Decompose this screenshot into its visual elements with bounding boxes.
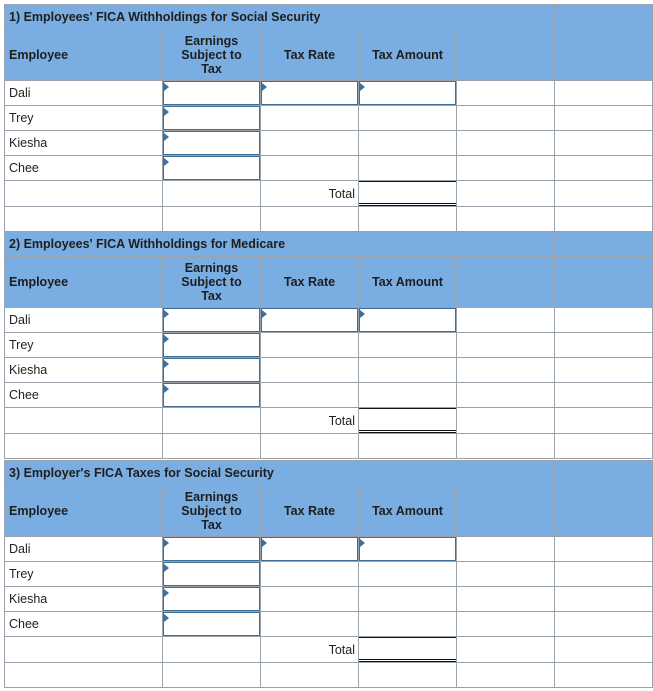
section-3-total-label: Total xyxy=(260,636,359,663)
section-3-total-blank-4 xyxy=(456,636,555,663)
section-3-row-1-blank-cell-1 xyxy=(456,536,555,562)
section-1-title-extra-cell xyxy=(554,4,653,30)
section-3-total-blank-5 xyxy=(554,636,653,663)
section-1-spacer-cell-4 xyxy=(456,206,555,232)
section-2-row-3-earnings-input[interactable] xyxy=(163,358,260,382)
section-2-header-tax-rate: Tax Rate xyxy=(260,256,359,308)
section-1-row-4-earnings-input[interactable] xyxy=(163,156,260,180)
section-1-row-2-earnings-marker xyxy=(164,108,169,116)
section-3-total-amount-box[interactable] xyxy=(359,637,456,662)
section-3-row-1-tax-amount-marker xyxy=(360,539,365,547)
section-1-row-2-blank-cell-1 xyxy=(456,105,555,131)
section-3-row-1-tax-rate-marker xyxy=(262,539,267,547)
section-1-row-3-tax-amount-cell xyxy=(358,130,457,156)
section-3-row-4-earnings-input[interactable] xyxy=(163,612,260,636)
fica-worksheet-grid xyxy=(4,4,652,690)
section-3-row-4-blank-cell-1 xyxy=(456,611,555,637)
section-2-row-3-tax-amount-cell xyxy=(358,357,457,383)
section-3-row-2-blank-cell-1 xyxy=(456,561,555,587)
section-3-spacer-cell-4 xyxy=(456,662,555,688)
section-2-title-extra-cell xyxy=(554,231,653,257)
section-3-row-2-blank-cell-2 xyxy=(554,561,653,587)
section-2-row-3-earnings-marker xyxy=(164,360,169,368)
section-3-row-2-tax-amount-cell xyxy=(358,561,457,587)
section-3-row-4-tax-amount-cell xyxy=(358,611,457,637)
section-3-row-3-blank-cell-2 xyxy=(554,586,653,612)
section-3-row-1-tax-amount-input[interactable] xyxy=(359,537,456,561)
section-3-row-1-employee-name: Dali xyxy=(4,536,163,562)
section-2-row-2-tax-rate-cell xyxy=(260,332,359,358)
section-1-header-blank-1 xyxy=(456,29,555,81)
section-3-spacer-cell-5 xyxy=(554,662,653,688)
section-1-header-blank-2 xyxy=(554,29,653,81)
section-1-header-tax-amount: Tax Amount xyxy=(358,29,457,81)
section-2-row-4-earnings-marker xyxy=(164,385,169,393)
section-3-row-2-earnings-marker xyxy=(164,564,169,572)
section-2-row-2-employee-name: Trey xyxy=(4,332,163,358)
section-1-total-blank-4 xyxy=(456,180,555,207)
section-2-row-4-tax-amount-cell xyxy=(358,382,457,408)
section-2-row-4-earnings-input[interactable] xyxy=(163,383,260,407)
section-1-row-4-tax-amount-cell xyxy=(358,155,457,181)
section-3-row-3-tax-amount-cell xyxy=(358,586,457,612)
section-3-row-1-tax-rate-input[interactable] xyxy=(261,537,358,561)
section-1-row-1-blank-cell-1 xyxy=(456,80,555,106)
section-1-total-blank-5 xyxy=(554,180,653,207)
section-3-row-2-employee-name: Trey xyxy=(4,561,163,587)
section-2-total-blank-4 xyxy=(456,407,555,434)
section-2-row-3-employee-name: Kiesha xyxy=(4,357,163,383)
section-1-total-label: Total xyxy=(260,180,359,207)
section-3-row-1-earnings-input[interactable] xyxy=(163,537,260,561)
section-2-header-earnings: Earnings Subject to Tax xyxy=(162,256,261,308)
section-2-row-2-earnings-input[interactable] xyxy=(163,333,260,357)
section-3-row-3-tax-rate-cell xyxy=(260,586,359,612)
section-1-spacer-cell-2 xyxy=(260,206,359,232)
section-3-spacer-cell-0 xyxy=(4,662,163,688)
section-1-row-1-tax-amount-marker xyxy=(360,83,365,91)
section-2-row-1-tax-amount-input[interactable] xyxy=(359,308,456,332)
section-1-row-1-tax-rate-marker xyxy=(262,83,267,91)
section-1-total-blank-0 xyxy=(4,180,163,207)
section-2-header-employee: Employee xyxy=(4,256,163,308)
section-1-row-1-earnings-input[interactable] xyxy=(163,81,260,105)
section-2-row-1-tax-rate-input[interactable] xyxy=(261,308,358,332)
section-2-spacer-cell-4 xyxy=(456,433,555,459)
section-1-row-1-tax-rate-input[interactable] xyxy=(261,81,358,105)
section-3-header-earnings: Earnings Subject to Tax xyxy=(162,485,261,537)
section-1-header-employee: Employee xyxy=(4,29,163,81)
section-2-row-2-tax-amount-cell xyxy=(358,332,457,358)
section-3-total-blank-0 xyxy=(4,636,163,663)
section-2-row-4-blank-cell-2 xyxy=(554,382,653,408)
section-1-row-4-tax-rate-cell xyxy=(260,155,359,181)
section-2-spacer-cell-5 xyxy=(554,433,653,459)
section-1-total-amount-box[interactable] xyxy=(359,181,456,206)
section-1-row-3-employee-name: Kiesha xyxy=(4,130,163,156)
section-2-title: 2) Employees' FICA Withholdings for Medicare xyxy=(4,231,555,257)
section-2-header-tax-amount: Tax Amount xyxy=(358,256,457,308)
section-1-spacer-cell-0 xyxy=(4,206,163,232)
section-3-spacer-cell-3 xyxy=(358,662,457,688)
section-2-row-1-tax-rate-marker xyxy=(262,310,267,318)
section-1-row-2-earnings-input[interactable] xyxy=(163,106,260,130)
section-2-row-2-blank-cell-1 xyxy=(456,332,555,358)
section-1-row-2-tax-rate-cell xyxy=(260,105,359,131)
section-1-row-4-blank-cell-1 xyxy=(456,155,555,181)
section-1-header-earnings: Earnings Subject to Tax xyxy=(162,29,261,81)
section-3-row-2-earnings-input[interactable] xyxy=(163,562,260,586)
section-3-row-4-tax-rate-cell xyxy=(260,611,359,637)
section-2-row-2-earnings-marker xyxy=(164,335,169,343)
section-1-row-1-employee-name: Dali xyxy=(4,80,163,106)
section-3-header-blank-2 xyxy=(554,485,653,537)
section-3-row-4-employee-name: Chee xyxy=(4,611,163,637)
section-1-spacer-cell-1 xyxy=(162,206,261,232)
section-1-row-2-blank-cell-2 xyxy=(554,105,653,131)
section-1-row-4-employee-name: Chee xyxy=(4,155,163,181)
section-2-spacer-cell-2 xyxy=(260,433,359,459)
section-2-row-1-blank-cell-2 xyxy=(554,307,653,333)
section-1-row-3-earnings-marker xyxy=(164,133,169,141)
section-3-header-tax-rate: Tax Rate xyxy=(260,485,359,537)
section-1-row-2-employee-name: Trey xyxy=(4,105,163,131)
section-2-row-3-blank-cell-2 xyxy=(554,357,653,383)
section-3-row-4-blank-cell-2 xyxy=(554,611,653,637)
section-2-row-4-blank-cell-1 xyxy=(456,382,555,408)
section-1-spacer-cell-3 xyxy=(358,206,457,232)
section-2-row-1-tax-amount-marker xyxy=(360,310,365,318)
section-2-row-1-earnings-input[interactable] xyxy=(163,308,260,332)
section-2-row-1-blank-cell-1 xyxy=(456,307,555,333)
section-2-total-label: Total xyxy=(260,407,359,434)
section-2-row-4-tax-rate-cell xyxy=(260,382,359,408)
section-2-header-blank-2 xyxy=(554,256,653,308)
section-3-header-blank-1 xyxy=(456,485,555,537)
section-1-total-blank-1 xyxy=(162,180,261,207)
section-1-header-tax-rate: Tax Rate xyxy=(260,29,359,81)
section-2-spacer-cell-3 xyxy=(358,433,457,459)
section-3-row-3-blank-cell-1 xyxy=(456,586,555,612)
section-3-row-1-earnings-marker xyxy=(164,539,169,547)
section-2-row-3-tax-rate-cell xyxy=(260,357,359,383)
section-1-spacer-cell-5 xyxy=(554,206,653,232)
section-1-row-3-blank-cell-1 xyxy=(456,130,555,156)
section-2-row-4-employee-name: Chee xyxy=(4,382,163,408)
section-2-spacer-cell-1 xyxy=(162,433,261,459)
section-1-row-2-tax-amount-cell xyxy=(358,105,457,131)
section-1-row-4-blank-cell-2 xyxy=(554,155,653,181)
section-2-row-1-employee-name: Dali xyxy=(4,307,163,333)
section-3-spacer-cell-2 xyxy=(260,662,359,688)
section-2-total-blank-5 xyxy=(554,407,653,434)
section-1-row-3-blank-cell-2 xyxy=(554,130,653,156)
section-2-total-blank-1 xyxy=(162,407,261,434)
section-2-total-blank-0 xyxy=(4,407,163,434)
section-1-row-4-earnings-marker xyxy=(164,158,169,166)
section-3-row-4-earnings-marker xyxy=(164,614,169,622)
section-3-row-3-employee-name: Kiesha xyxy=(4,586,163,612)
section-1-row-3-tax-rate-cell xyxy=(260,130,359,156)
section-1-row-1-tax-amount-input[interactable] xyxy=(359,81,456,105)
section-2-total-amount-box[interactable] xyxy=(359,408,456,433)
section-2-row-1-earnings-marker xyxy=(164,310,169,318)
section-3-row-3-earnings-input[interactable] xyxy=(163,587,260,611)
section-3-title: 3) Employer's FICA Taxes for Social Security xyxy=(4,460,555,486)
section-1-row-3-earnings-input[interactable] xyxy=(163,131,260,155)
section-2-row-2-blank-cell-2 xyxy=(554,332,653,358)
section-3-header-tax-amount: Tax Amount xyxy=(358,485,457,537)
section-1-row-1-earnings-marker xyxy=(164,83,169,91)
section-1-title: 1) Employees' FICA Withholdings for Social Security xyxy=(4,4,555,30)
section-3-header-employee: Employee xyxy=(4,485,163,537)
section-1-row-1-blank-cell-2 xyxy=(554,80,653,106)
section-3-row-2-tax-rate-cell xyxy=(260,561,359,587)
section-3-title-extra-cell xyxy=(554,460,653,486)
section-3-spacer-cell-1 xyxy=(162,662,261,688)
section-2-spacer-cell-0 xyxy=(4,433,163,459)
section-3-row-3-earnings-marker xyxy=(164,589,169,597)
section-2-header-blank-1 xyxy=(456,256,555,308)
section-3-row-1-blank-cell-2 xyxy=(554,536,653,562)
section-3-total-blank-1 xyxy=(162,636,261,663)
section-2-row-3-blank-cell-1 xyxy=(456,357,555,383)
